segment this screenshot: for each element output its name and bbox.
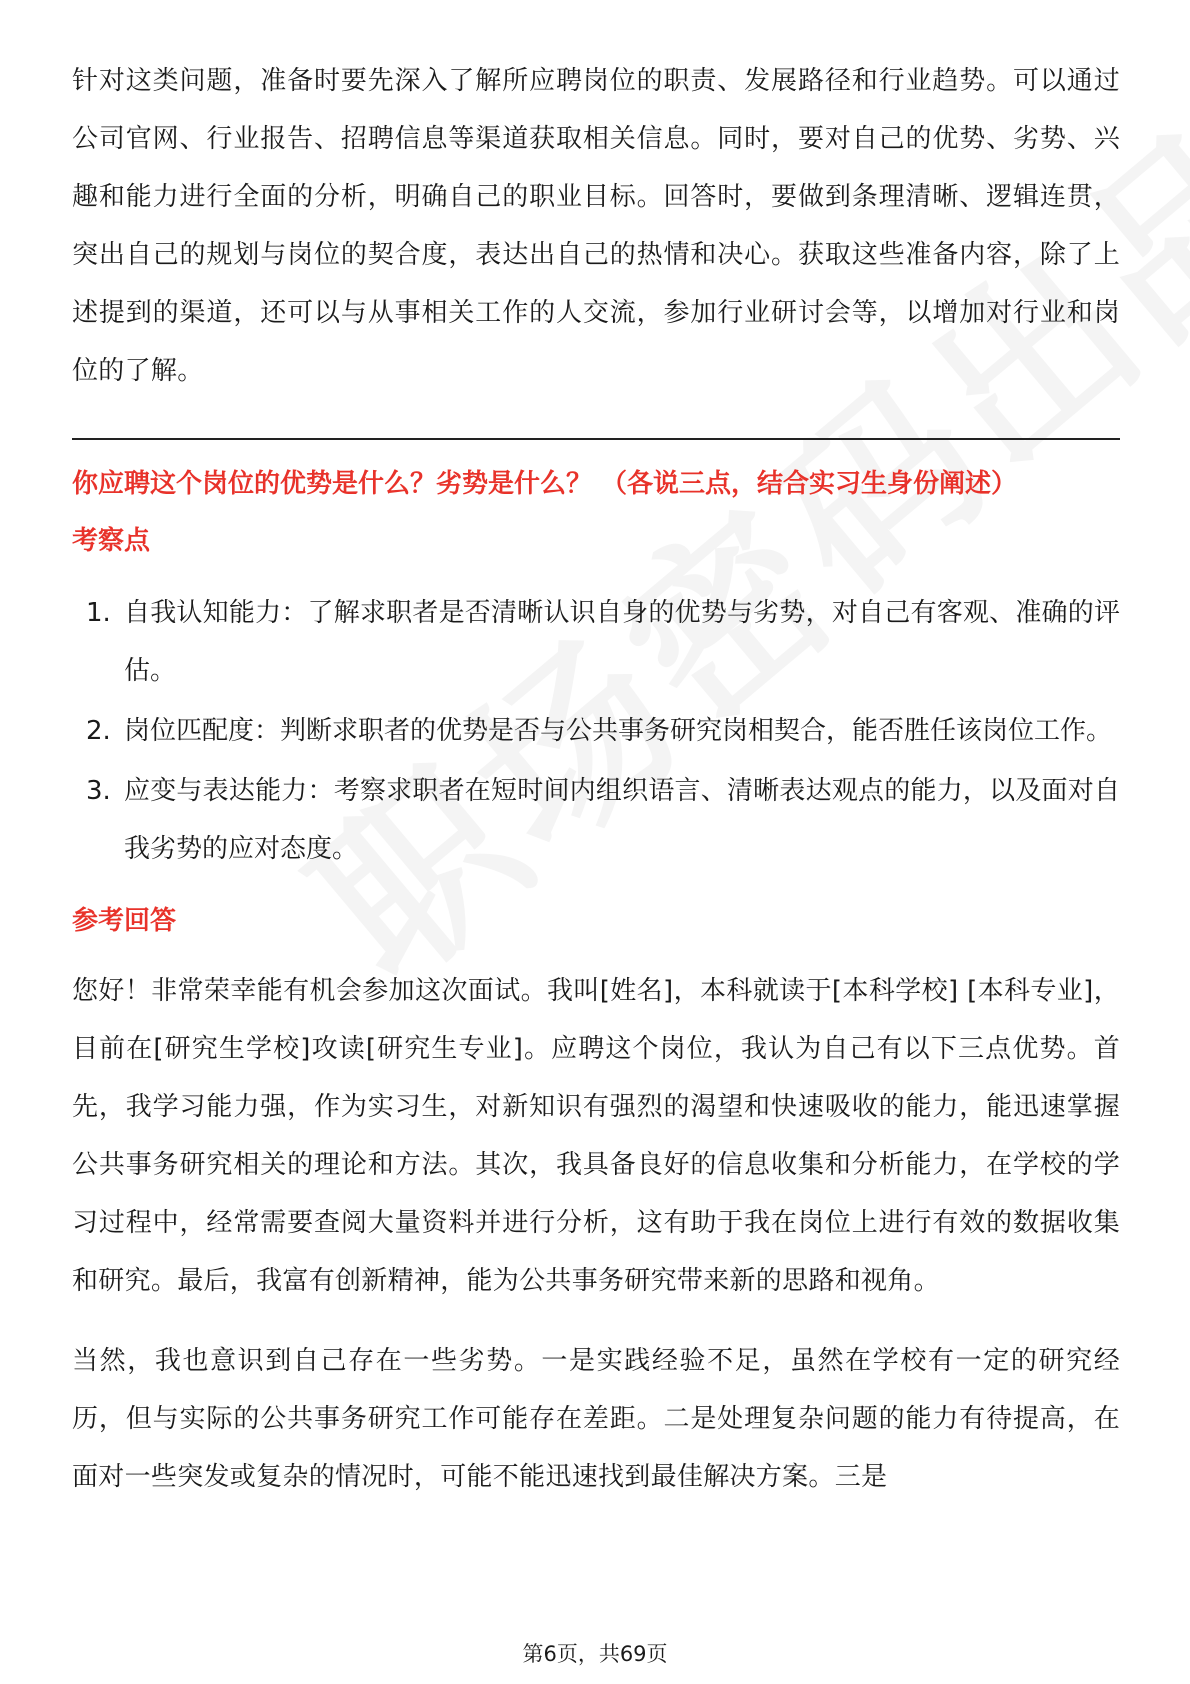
assessment-point bbox=[72, 702, 1120, 760]
assessment-title: 考察点 bbox=[72, 526, 151, 556]
intro-paragraph: 针对这类问题，准备时要先深入了解所应聘岗位的职责、发展路径和行业趋势。可以通过公司官网、行业报告、招聘信息等渠道获取相关信息。同时，要对自己的优势、劣势、兴趣和能力进行全面的分析，明确自己的职业目标。回答时，要做到条理清晰、逻辑连贯，突出自己的规划与岗位的契合度，表达出自己的热情和决心。获取这些准备内容，除了上述提到的渠道，还可以与从事相关工作的人交流，参加行业研讨会等，以增加对行业和岗位的了解。 bbox=[72, 66, 1120, 386]
answer-paragraph-strengths: 您好！非常荣幸能有机会参加这次面试。我叫[姓名]，本科就读于[本科学校] [本科专业]，目前在[研究生学校]攻读[研究生专业]。应聘这个岗位，我认为自己有以下三点优势。首先，我学习能力强，作为实习生，对新知识有强烈的渴望和快速吸收的能力，能迅速掌握公共事务研究相关的理论和方法。其次，我具备良好的信息收集和分析能力，在学校的学习过程中，经常需要查阅大量资料并进行分析，这有助于我在岗位上进行有效的数据收集和研究。最后，我富有创新精神，能为公共事务研究带来新的思路和视角。 bbox=[72, 976, 1120, 1296]
section-divider bbox=[72, 438, 1120, 440]
point-number: 2. bbox=[86, 716, 111, 746]
point-number: 3. bbox=[86, 776, 111, 806]
answer-title: 参考回答 bbox=[72, 906, 177, 936]
point-text: 应变与表达能力：考察求职者在短时间内组织语言、清晰表达观点的能力，以及面对自我劣势的应对态度。 bbox=[124, 776, 1120, 864]
assessment-point bbox=[72, 584, 1120, 700]
assessment-points bbox=[72, 584, 1120, 878]
page-footer: 第6页，共69页 bbox=[522, 1642, 668, 1666]
assessment-point bbox=[72, 762, 1120, 878]
point-text: 自我认知能力：了解求职者是否清晰认识自身的优势与劣势，对自己有客观、准确的评估。 bbox=[124, 598, 1120, 686]
point-number: 1. bbox=[86, 598, 111, 628]
interview-question: 你应聘这个岗位的优势是什么？劣势是什么？ （各说三点，结合实习生身份阐述） bbox=[72, 469, 1018, 499]
point-text: 岗位匹配度：判断求职者的优势是否与公共事务研究岗相契合，能否胜任该岗位工作。 bbox=[124, 716, 1113, 746]
answer-paragraph-weaknesses: 当然，我也意识到自己存在一些劣势。一是实践经验不足，虽然在学校有一定的研究经历，但与实际的公共事务研究工作可能存在差距。二是处理复杂问题的能力有待提高，在面对一些突发或复杂的情况时，可能不能迅速找到最佳解决方案。三是 bbox=[72, 1346, 1120, 1492]
document-page bbox=[72, 52, 1120, 1506]
